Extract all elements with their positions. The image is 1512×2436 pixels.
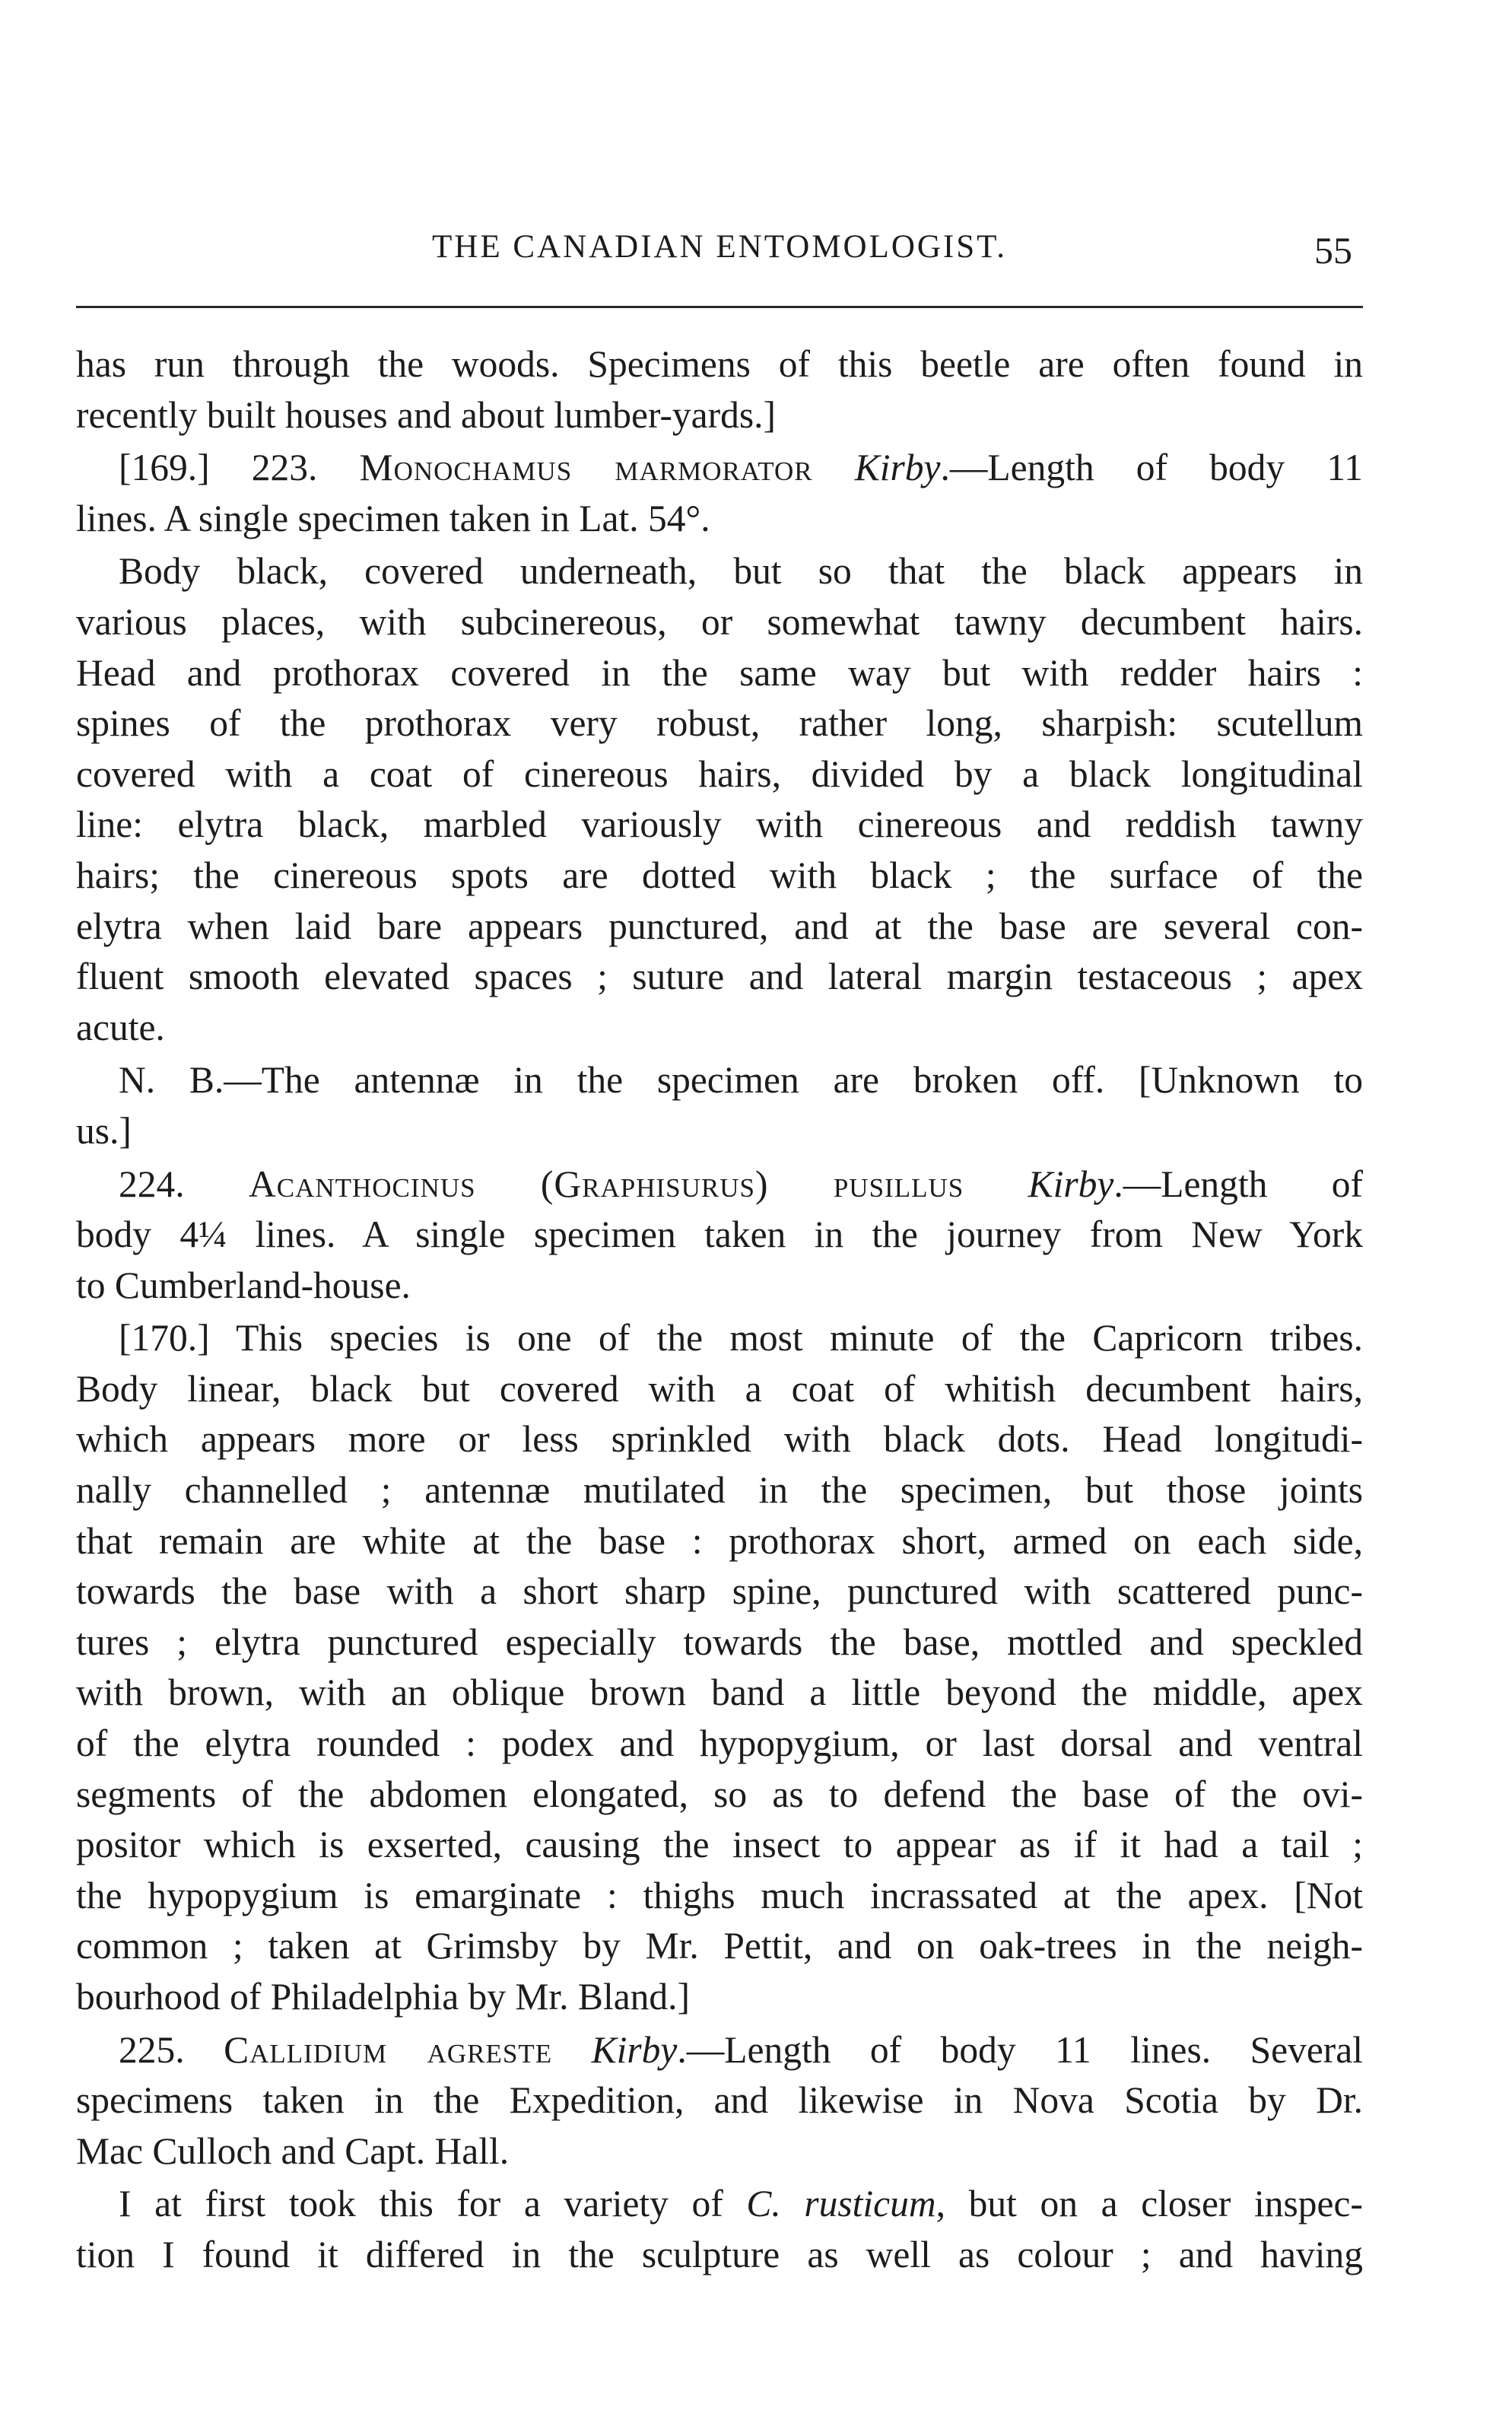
text-line: of the elytra rounded : podex and hypopygium, or last dorsal and ventral [76, 1722, 1363, 1765]
text-line: to Cumberland-house. [76, 1264, 411, 1306]
species-entry-224: 224. Acanthocinus (Graphisurus) pusillus Kirby.—Length of [119, 1162, 1364, 1205]
text-line: line: elytra black, marbled variously with cinereous and reddish tawny [76, 803, 1363, 846]
text-line: has run through the woods. Specimens of this beetle are often found in [76, 343, 1363, 385]
text-line: Body black, covered underneath, but so that the black appears in [119, 550, 1363, 593]
text-line: bourhood of Philadelphia by Mr. Bland.] [76, 1976, 691, 2018]
text-line: the hypopygium is emarginate : thighs much incrassated at the apex. [Not [76, 1874, 1363, 1916]
species-entry-223: [169.] 223. Monochamus marmorator Kirby.—Length of body 11 [119, 447, 1363, 489]
text-line: Body linear, black but covered with a coat of whitish decumbent hairs, [76, 1367, 1363, 1410]
text-line: which appears more or less sprinkled with black dots. Head longitudi- [76, 1418, 1363, 1461]
text-line: towards the base with a short sharp spine, punctured with scattered punc- [76, 1570, 1363, 1613]
text-line: common ; taken at Grimsby by Mr. Pettit, and on oak-trees in the neigh- [76, 1925, 1363, 1967]
text-line: various places, with subcinereous, or somewhat tawny decumbent hairs. [76, 600, 1363, 643]
species-name: Monochamus marmorator [359, 447, 813, 489]
text-line: lines. A single specimen taken in Lat. 54°. [76, 497, 710, 539]
text-line: nally channelled ; antennæ mutilated in the specimen, but those joints [76, 1469, 1363, 1512]
text-line: elytra when laid bare appears punctured, and at the base are several con- [76, 905, 1363, 947]
italic-term: C. rusticum [746, 2183, 936, 2225]
text-line: covered with a coat of cinereous hairs, divided by a black longitudinal [76, 752, 1363, 795]
text-line: body 4¼ lines. A single specimen taken in the journey from New York [76, 1213, 1363, 1256]
text-line: N. B.—The antennæ in the specimen are broken off. [Unknown to [119, 1059, 1363, 1102]
text-line: hairs; the cinereous spots are dotted with black ; the surface of the [76, 854, 1363, 896]
body-text [76, 339, 1363, 2281]
text-line: Mac Culloch and Capt. Hall. [76, 2129, 510, 2172]
text-line: that remain are white at the base : prothorax short, armed on each side, [76, 1519, 1363, 1562]
header-rule [76, 306, 1363, 308]
page-header [76, 228, 1363, 281]
page-number: 55 [1314, 229, 1352, 272]
text-line: I at first took this for a variety of C. rusticum, but on a closer inspec- [119, 2183, 1363, 2225]
text-line: fluent smooth elevated spaces ; suture and lateral margin testaceous ; apex [76, 956, 1363, 998]
running-title: THE CANADIAN ENTOMOLOGIST. [432, 229, 1007, 265]
text-line: spines of the prothorax very robust, rather long, sharpish: scutellum [76, 702, 1363, 745]
text-line: acute. [76, 1006, 165, 1048]
text-line: us.] [76, 1109, 132, 1152]
italic-term: Kirby [1028, 1162, 1114, 1205]
text-line: tures ; elytra punctured especially towards the base, mottled and speckled [76, 1620, 1363, 1663]
species-name: Acanthocinus (Graphisurus) pusillus [248, 1162, 964, 1205]
text-line: specimens taken in the Expedition, and likewise in Nova Scotia by Dr. [76, 2079, 1363, 2122]
italic-term: Kirby [591, 2028, 678, 2071]
text-line: [170.] This species is one of the most minute of the Capricorn tribes. [119, 1317, 1363, 1360]
text-line: Head and prothorax covered in the same way but with redder hairs : [76, 651, 1363, 694]
species-entry-225: 225. Callidium agreste Kirby.—Length of body 11 lines. Several [119, 2028, 1364, 2071]
text-line: positor which is exserted, causing the insect to appear as if it had a tail ; [76, 1824, 1363, 1866]
italic-term: Kirby [854, 447, 941, 489]
species-name: Callidium agreste [224, 2028, 553, 2071]
text-line: segments of the abdomen elongated, so as to defend the base of the ovi- [76, 1773, 1363, 1815]
text-line: with brown, with an oblique brown band a little beyond the middle, apex [76, 1671, 1363, 1714]
text-line: tion I found it differed in the sculpture as well as colour ; and having [76, 2233, 1363, 2275]
text-line: recently built houses and about lumber-yards.] [76, 393, 777, 436]
